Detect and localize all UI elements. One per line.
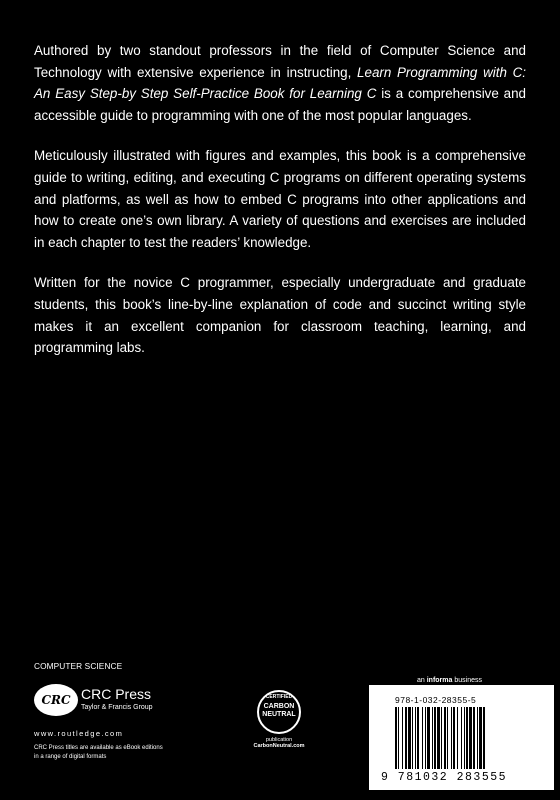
book-description [34, 40, 526, 378]
carbon-neutral-icon: CERTIFIED CARBON NEUTRAL [257, 690, 301, 734]
carbon-publication-label: publication [265, 737, 293, 743]
publisher-name: CRC Press [81, 686, 152, 702]
book-title: Learn Programming with C: An Easy Step-by Step Self-Practice Book for Learning C [34, 64, 526, 102]
publisher-group: Taylor & Francis Group [81, 704, 153, 711]
description-paragraph-2: Meticulously illustrated with figures and examples, this book is a comprehensive guide to writing, editing, and executing C programs on different operating systems and platforms, as well as how to embed C programs into other applications and how to create one’s own library. A variety of questions and exercises are included in each chapter to test the readers’ knowledge. [34, 148, 526, 250]
ebook-note: CRC Press titles are available as eBook editions in a range of digital formats [34, 745, 163, 760]
isbn-number: 978-1-032-28355-5 [395, 695, 477, 705]
description-paragraph-3: Written for the novice C programmer, especially undergraduate and graduate students, this book’s line-by-line explanation of code and succinct writing style makes it an excellent companion for classroom teaching, learning, and programming labs. [34, 275, 526, 356]
informa-tagline: an informa business [417, 677, 482, 684]
crc-logo-icon: CRC [34, 684, 78, 716]
barcode-icon [393, 707, 533, 769]
subject-category: COMPUTER SCIENCE [34, 661, 123, 671]
publisher-website: www.routledge.com [34, 729, 124, 738]
barcode-digits: 9 781032 283555 [381, 771, 508, 784]
carbon-website: CarbonNeutral.com [253, 743, 305, 749]
description-paragraph-1: Authored by two standout professors in the field of Computer Science and Technology with extensive experience in instructing, Learn Programming with C: An Easy Step-by Step Self-Practice Book for Learning C is a comprehensive and accessible guide to programming with one of the most popular languages. [34, 43, 526, 123]
carbon-neutral-seal [243, 690, 315, 770]
isbn-barcode [369, 685, 554, 790]
